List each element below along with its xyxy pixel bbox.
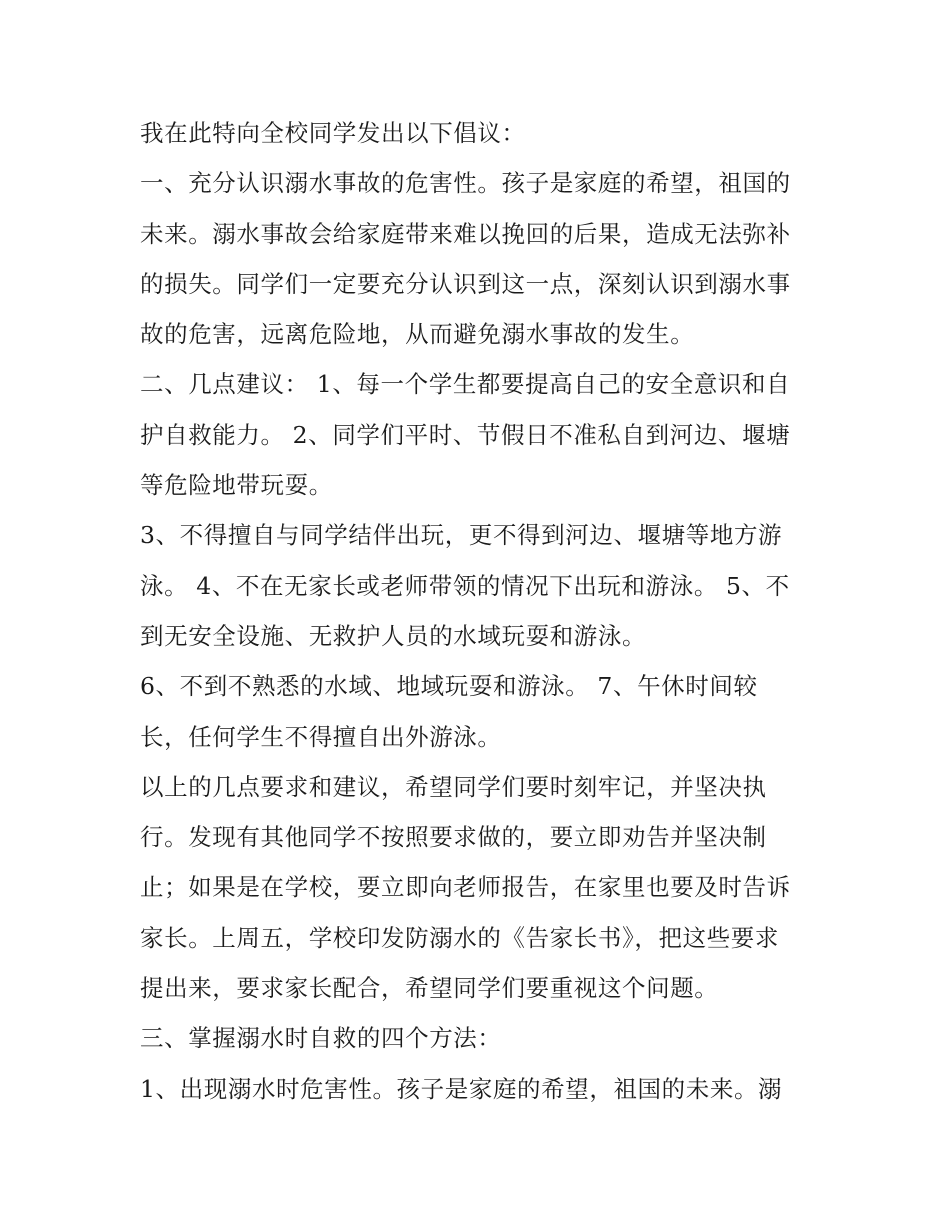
section-two-line-1: 二、几点建议： 1、每一个学生都要提高自己的安全意识和自 xyxy=(140,370,791,399)
item-3-line-3: 到无安全设施、无救护人员的水域玩耍和游泳。 xyxy=(140,621,647,650)
summary-line-3: 止；如果是在学校，要立即向老师报告，在家里也要及时告诉 xyxy=(140,873,791,902)
document-body xyxy=(140,108,820,1114)
section-one-line-2: 未来。溺水事故会给家庭带来难以挽回的后果，造成无法弥补 xyxy=(140,219,791,248)
item-3-line-1: 3、不得擅自与同学结伴出玩，更不得到河边、堰塘等地方游 xyxy=(140,521,783,550)
section-three-item-1: 1、出现溺水时危害性。孩子是家庭的希望，祖国的未来。溺 xyxy=(140,1074,783,1103)
item-6-line-2: 长，任何学生不得擅自出外游泳。 xyxy=(140,722,502,751)
section-one-line-3: 的损失。同学们一定要充分认识到这一点，深刻认识到溺水事 xyxy=(140,269,791,298)
section-two-line-2: 护自救能力。 2、同学们平时、节假日不准私自到河边、堰塘 xyxy=(140,420,791,449)
section-one-line-1: 一、充分认识溺水事故的危害性。孩子是家庭的希望，祖国的 xyxy=(140,169,791,198)
section-one-line-4: 故的危害，远离危险地，从而避免溺水事故的发生。 xyxy=(140,320,695,349)
section-three-heading: 三、掌握溺水时自救的四个方法： xyxy=(140,1024,502,1053)
summary-line-1: 以上的几点要求和建议，希望同学们要时刻牢记，并坚决执 xyxy=(140,772,767,801)
summary-line-4: 家长。上周五，学校印发防溺水的《告家长书》，把这些要求 xyxy=(140,923,779,952)
item-3-line-2: 泳。 4、不在无家长或老师带领的情况下出玩和游泳。 5、不 xyxy=(140,571,790,600)
summary-line-2: 行。发现有其他同学不按照要求做的，要立即劝告并坚决制 xyxy=(140,823,767,852)
section-two-line-3: 等危险地带玩耍。 xyxy=(140,471,333,500)
intro-line: 我在此特向全校同学发出以下倡议： xyxy=(140,119,526,147)
summary-line-5: 提出来，要求家长配合，希望同学们要重视这个问题。 xyxy=(140,974,719,1003)
item-6-line-1: 6、不到不熟悉的水域、地域玩耍和游泳。 7、午休时间较 xyxy=(140,672,758,701)
